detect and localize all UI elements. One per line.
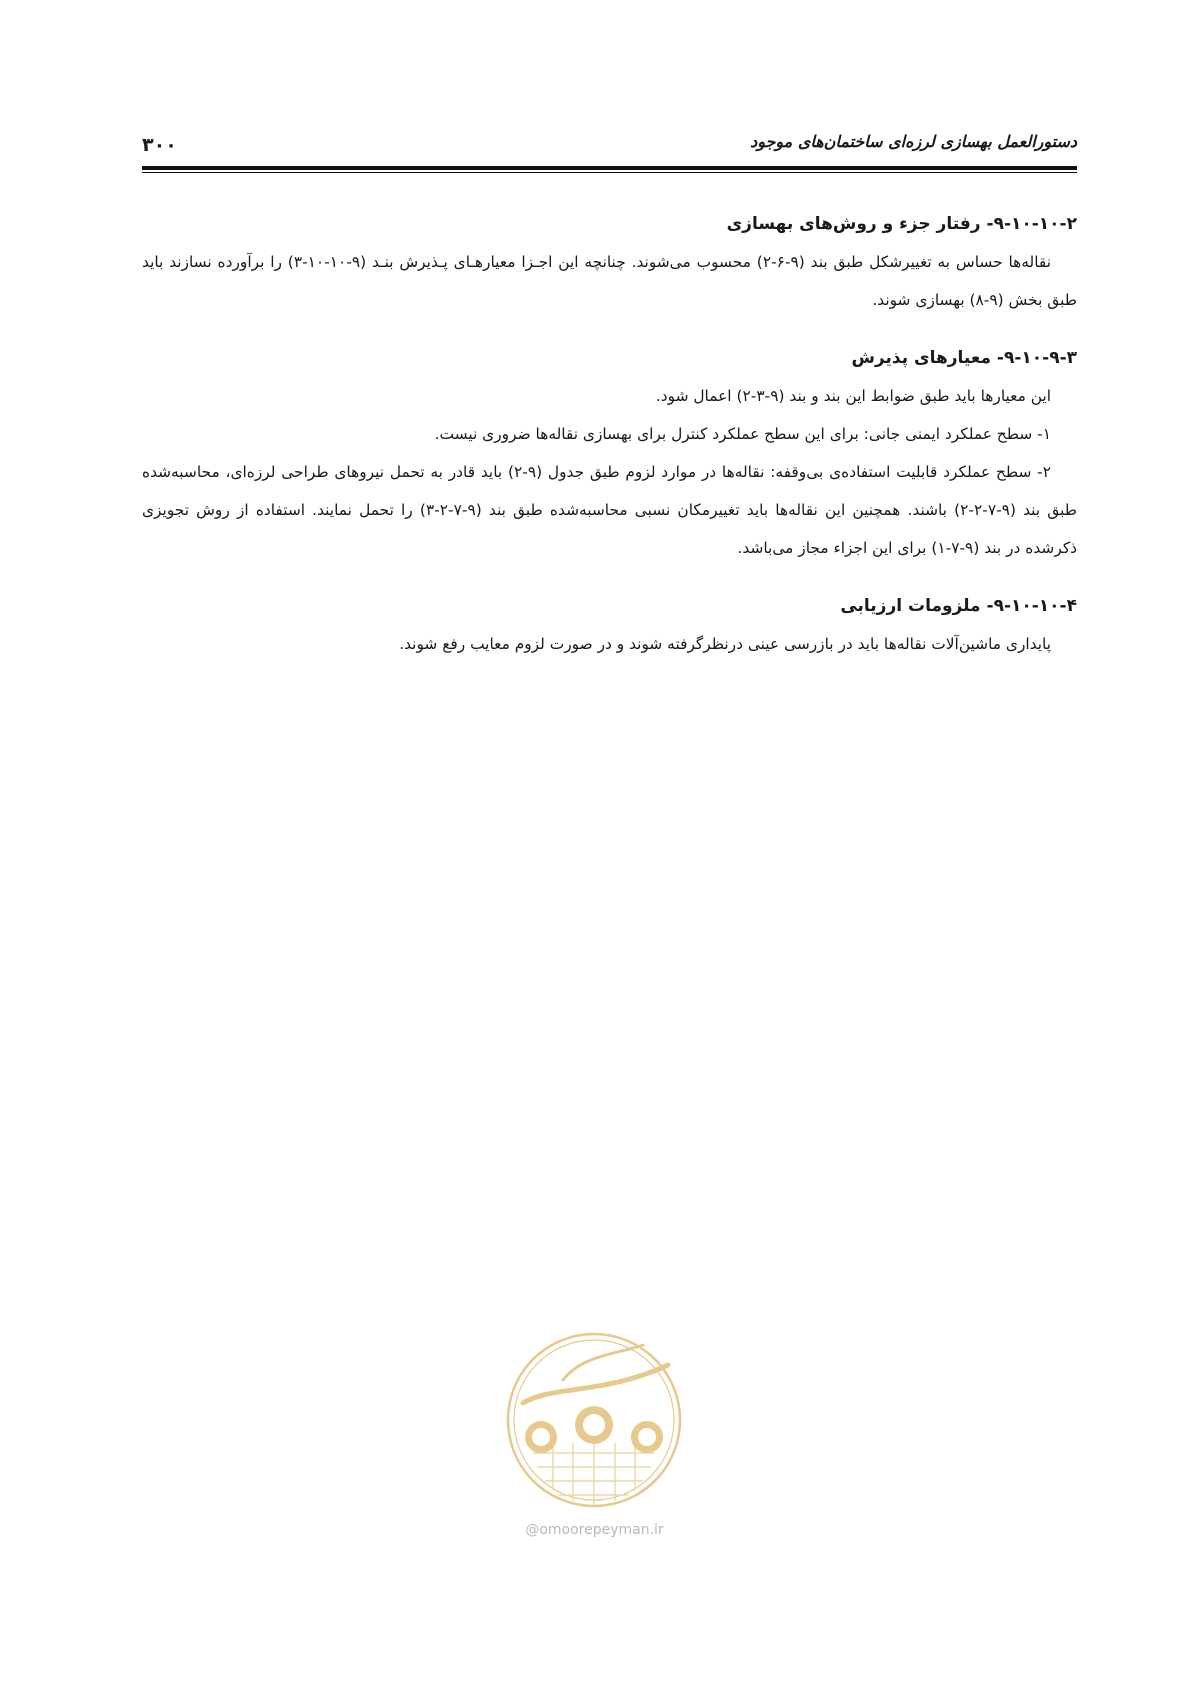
page-header [142,128,1077,158]
section-heading: ۹-۱۰-۱۰-۲- رفتار جزء و روش‌های بهسازی [726,214,1077,234]
section-heading: ۹-۱۰-۱۰-۴- ملزومات ارزیابی [840,596,1077,616]
document-body [142,205,1077,663]
header-rule-thin [142,172,1077,173]
list-item-life-safety: ۱- سطح عملکرد ایمنی جانی: برای این سطح عملکرد کنترل برای بهسازی نقاله‌ها ضروری نیست. [434,425,1051,443]
section-heading: ۹-۱۰-۹-۳- معیارهای پذیرش [851,348,1077,368]
watermark-logo [493,1325,696,1515]
body-paragraph: پایداری ماشین‌آلات نقاله‌ها باید در بازرسی عینی درنظرگرفته شوند و در صورت لزوم معایب رفع شوند. [399,635,1051,653]
section-3 [142,339,1077,567]
running-title: دستورالعمل بهسازی لرزه‌ای ساختمان‌های موجود [750,132,1077,151]
header-rule-thick [142,166,1077,170]
page-number: ۳۰۰ [142,134,177,156]
list-item-immediate-occupancy: ۲- سطح عملکرد قابلیت استفاده‌ی بی‌وقفه: نقاله‌ها در موارد لزوم طبق جدول (۹-۲) باید قادر به تحمل نیروهای طراحی لرزه‌ای، محاسبه‌شده طبق بند (۹-۷-۲-۲) باشند. همچنین این نقاله‌ها باید تغییرمکان نسبی محاسبه‌شده طبق بند (۹-۷-۲-۳) را تحمل نمایند. استفاده از روش تجویزی ذکرشده در بند (۹-۷-۱) برای این اجزاء مجاز می‌باشد. [142,463,1077,557]
body-paragraph: نقاله‌ها حساس به تغییرشکل طبق بند (۹-۶-۲) محسوب می‌شوند. چنانچه این اجـزا معیارهـای پـذیرش بنـد (۹-۱۰-۱۰-۳) را برآورده نسازند باید طبق بخش (۹-۸) بهسازی شوند. [142,253,1077,309]
section-2 [142,205,1077,319]
section-4 [142,587,1077,663]
watermark-url: @omoorepeyman.ir [525,1522,664,1538]
seal-icon [493,1325,696,1515]
body-paragraph: این معیارها باید طبق ضوابط این بند و بند (۹-۳-۲) اعمال شود. [655,387,1051,405]
